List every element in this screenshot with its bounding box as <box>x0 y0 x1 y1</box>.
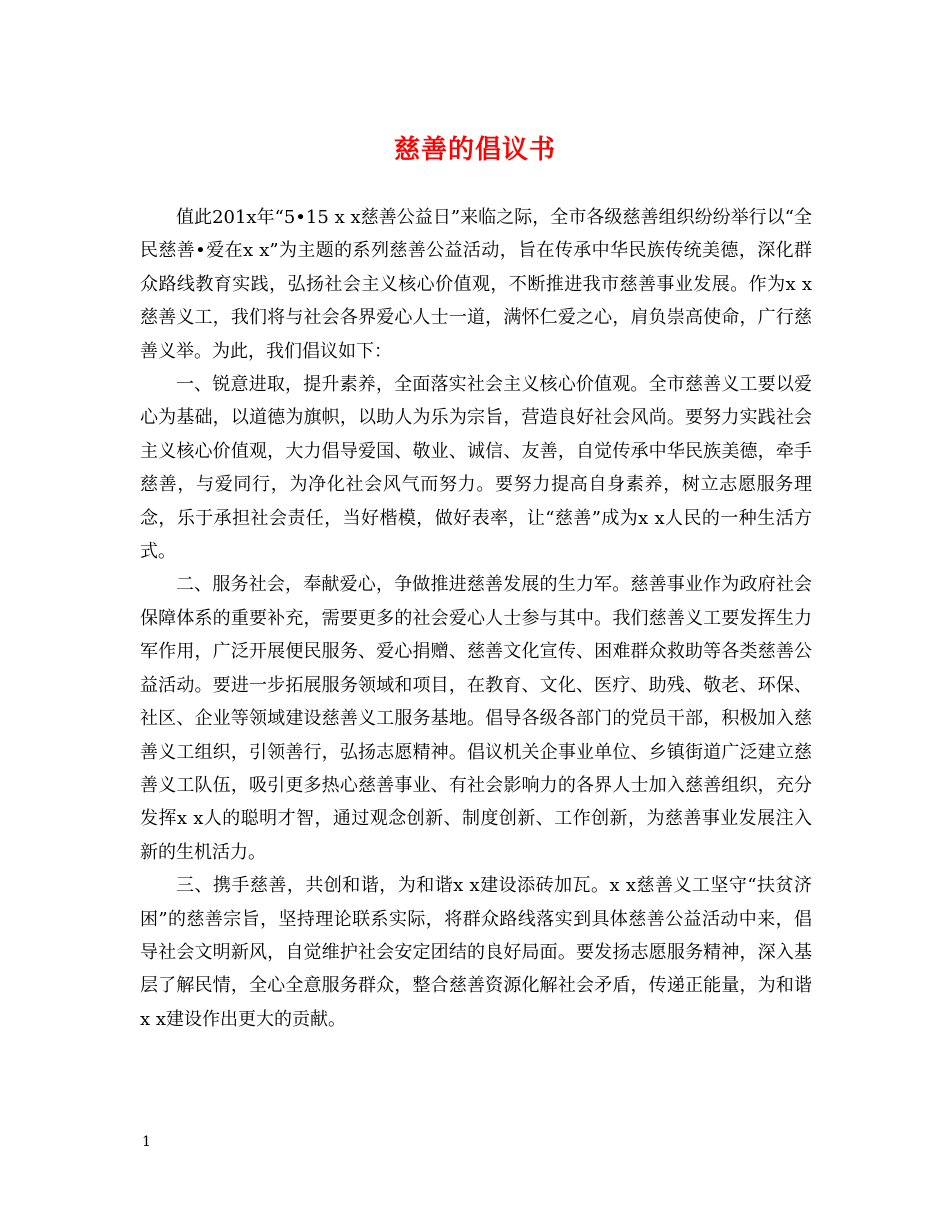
paragraph-intro: 值此201x年“5•15 x x慈善公益日”来临之际，全市各级慈善组织纷纷举行以“全民慈善•爱在x x”为主题的系列慈善公益活动，旨在传承中华民族传统美德，深化群众路线教育实践，弘扬社会主义核心价值观，不断推进我市慈善事业发展。作为x x慈善义工，我们将与社会各界爱心人士一道，满怀仁爱之心，肩负崇高使命，广行慈善义举。为此，我们倡议如下： <box>140 207 812 362</box>
paragraph-point-one: 一、锐意进取，提升素养，全面落实社会主义核心价值观。全市慈善义工要以爱心为基础，以道德为旗帜，以助人为乐为宗旨，营造良好社会风尚。要努力实践社会主义核心价值观，大力倡导爱国、敬业、诚信、友善，自觉传承中华民族美德，牵手慈善，与爱同行，为净化社会风气而努力。要努力提高自身素养，树立志愿服务理念，乐于承担社会责任，当好楷模，做好表率，让“慈善”成为x x人民的一种生活方式。 <box>140 374 812 563</box>
document-body <box>140 201 812 1036</box>
paragraph-point-three: 三、携手慈善，共创和谐，为和谐x x建设添砖加瓦。x x慈善义工坚守“扶贫济困”的慈善宗旨，坚持理论联系实际，将群众路线落实到具体慈善公益活动中来，倡导社会文明新风，自觉维护社会安定团结的良好局面。要发扬志愿服务精神，深入基层了解民情，全心全意服务群众，整合慈善资源化解社会矛盾，传递正能量，为和谐x x建设作出更大的贡献。 <box>140 875 812 1030</box>
document-title: 慈善的倡议书 <box>393 135 556 165</box>
page-number: 1 <box>142 1134 151 1150</box>
paragraph-point-two: 二、服务社会，奉献爱心，争做推进慈善发展的生力军。慈善事业作为政府社会保障体系的重要补充，需要更多的社会爱心人士参与其中。我们慈善义工要发挥生力军作用，广泛开展便民服务、爱心捐赠、慈善文化宣传、困难群众救助等各类慈善公益活动。要进一步拓展服务领域和项目，在教育、文化、医疗、助残、敬老、环保、社区、企业等领域建设慈善义工服务基地。倡导各级各部门的党员干部，积极加入慈善义工组织，引领善行，弘扬志愿精神。倡议机关企事业单位、乡镇街道广泛建立慈善义工队伍，吸引更多热心慈善事业、有社会影响力的各界人士加入慈善组织，充分发挥x x人的聪明才智，通过观念创新、制度创新、工作创新，为慈善事业发展注入新的生机活力。 <box>140 574 812 863</box>
